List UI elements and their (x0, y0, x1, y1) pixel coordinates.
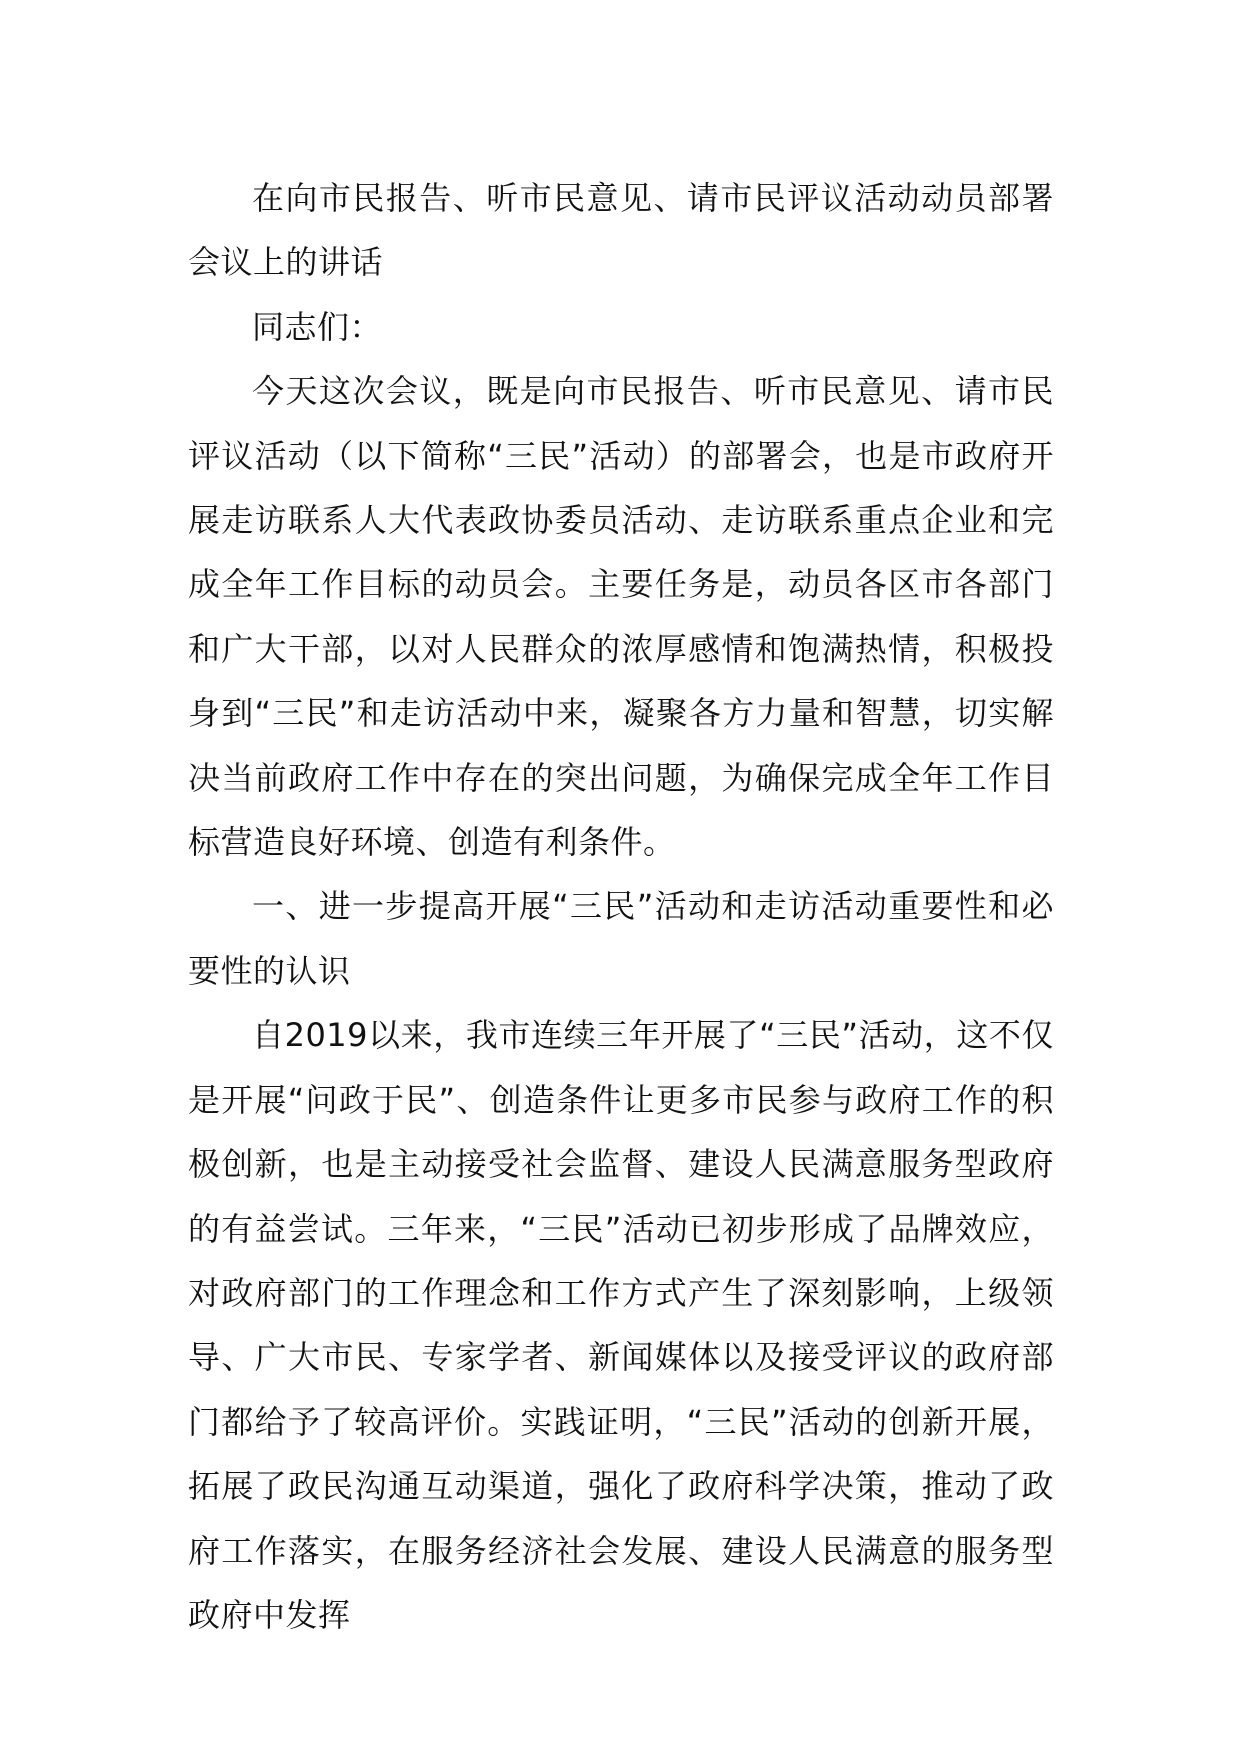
section-heading-one: 一、进一步提高开展“三民”活动和走访活动重要性和必要性的认识 (188, 887, 1054, 990)
document-title: 在向市民报告、听市民意见、请市民评议活动动员部署会议上的讲话 (188, 179, 1054, 282)
body-paragraph-history: 自2019以来，我市连续三年开展了“三民”活动，这不仅是开展“问政于民”、创造条件让更多市民参与政府工作的积极创新，也是主动接受社会监督、建设人民满意服务型政府的有益尝试。三年来，“三民”活动已初步形成了品牌效应，对政府部门的工作理念和工作方式产生了深刻影响，上级领导、广大市民、专家学者、新闻媒体以及接受评议的政府部门都给予了较高评价。实践证明，“三民”活动的创新开展，拓展了政民沟通互动渠道，强化了政府科学决策，推动了政府工作落实，在服务经济社会发展、建设人民满意的服务型政府中发挥 (188, 1016, 1054, 1634)
body-paragraph-intro: 今天这次会议，既是向市民报告、听市民意见、请市民评议活动（以下简称“三民”活动）的部署会，也是市政府开展走访联系人大代表政协委员活动、走访联系重点企业和完成全年工作目标的动员会。主要任务是，动员各区市各部门和广大干部，以对人民群众的浓厚感情和饱满热情，积极投身到“三民”和走访活动中来，凝聚各方力量和智慧，切实解决当前政府工作中存在的突出问题，为确保完成全年工作目标营造良好环境、创造有利条件。 (188, 372, 1054, 862)
salutation: 同志们： (252, 307, 383, 346)
document-body (188, 166, 1054, 1647)
